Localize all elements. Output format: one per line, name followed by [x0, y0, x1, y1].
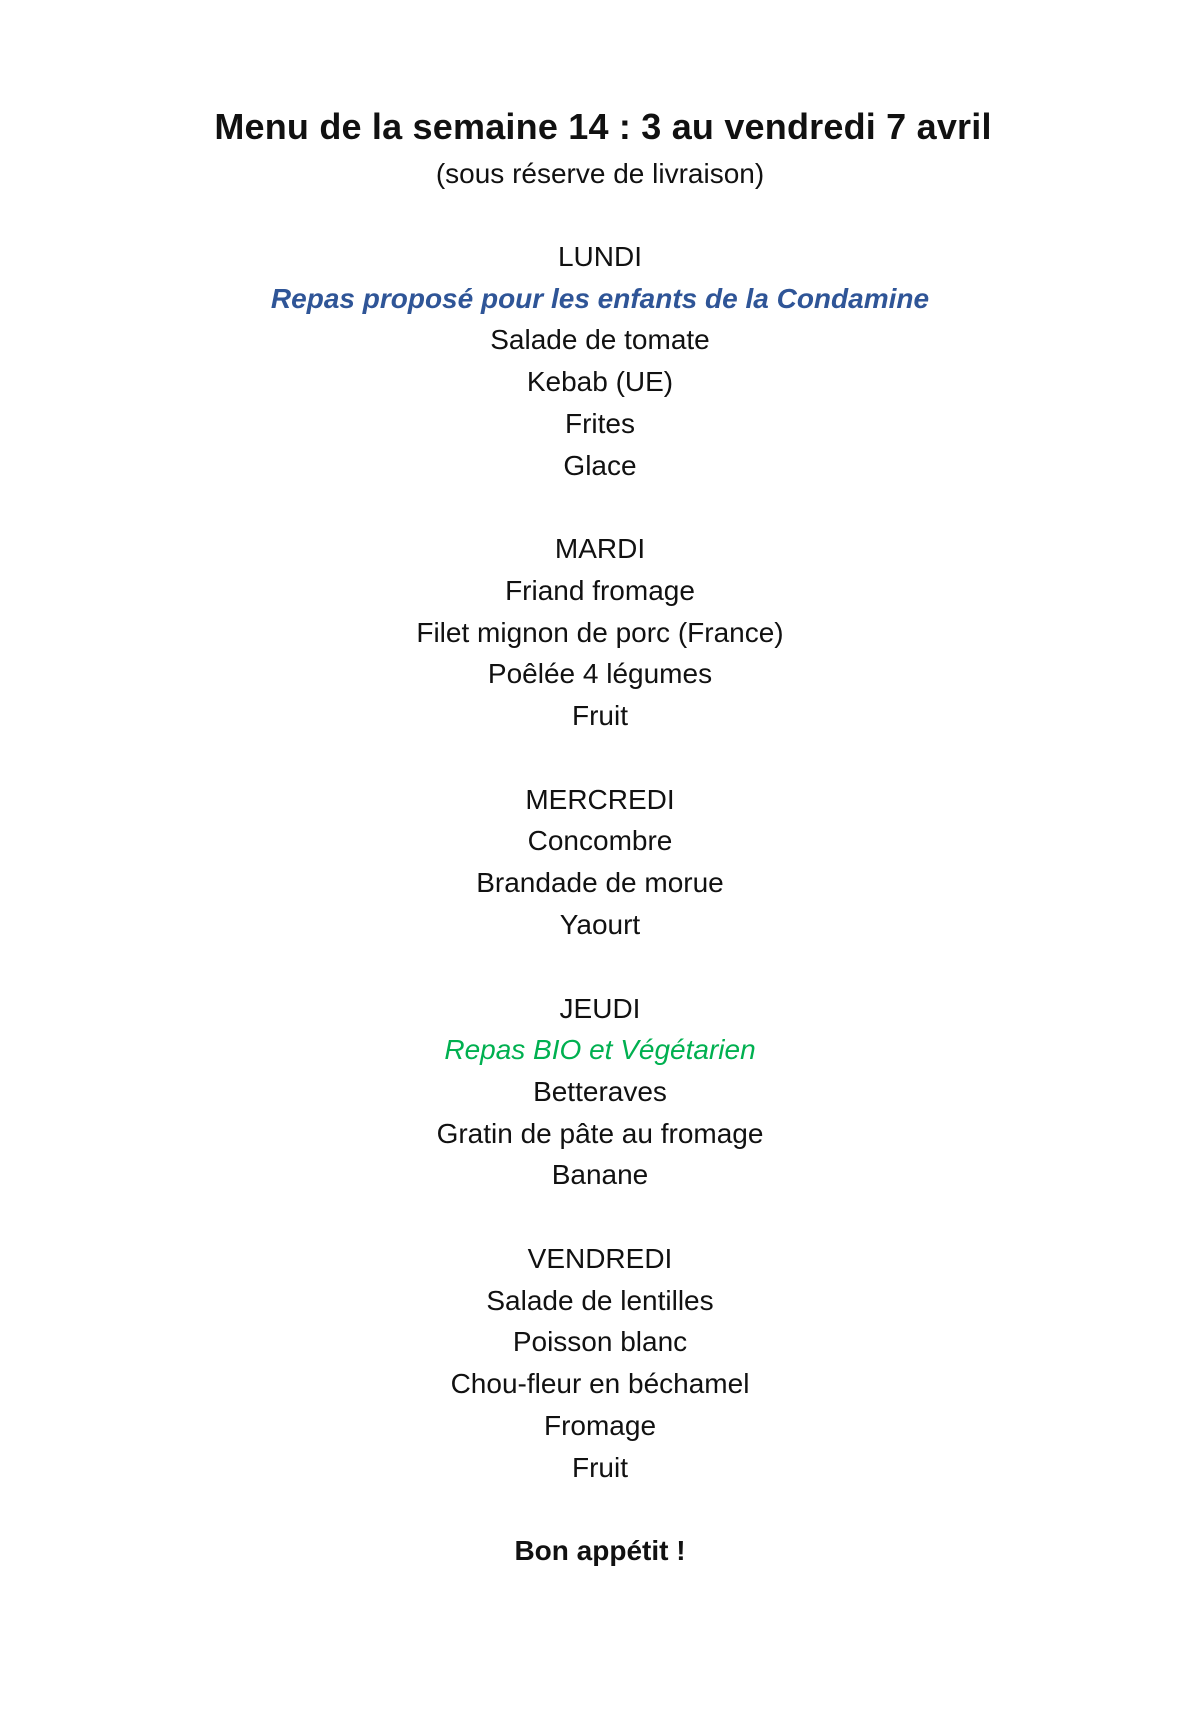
day-mercredi: [0, 779, 1200, 946]
day-jeudi: [0, 988, 1200, 1197]
menu-item: Chou-fleur en béchamel: [450, 1368, 750, 1400]
menu-item: Yaourt: [559, 908, 641, 940]
page-title: Menu de la semaine 14 : 3 au vendredi 7 avril: [214, 106, 992, 147]
menu-item: Banane: [551, 1159, 649, 1191]
menu-item: Salade de lentilles: [486, 1284, 714, 1316]
closing-text: Bon appétit !: [514, 1535, 686, 1567]
menu-item: Concombre: [527, 825, 673, 857]
menu-item: Kebab (UE): [526, 366, 674, 398]
day-note: Repas BIO et Végétarien: [444, 1034, 756, 1066]
day-name: JEUDI: [559, 992, 641, 1024]
day-mardi: [0, 528, 1200, 737]
menu-item: Friand fromage: [505, 574, 695, 606]
menu-item: Fruit: [572, 1451, 628, 1483]
day-name: MARDI: [554, 533, 646, 565]
day-name: VENDREDI: [527, 1243, 673, 1275]
day-note: Repas proposé pour les enfants de la Condamine: [270, 282, 930, 314]
day-lundi: [0, 236, 1200, 486]
menu-item: Betteraves: [533, 1075, 667, 1107]
menu-item: Frites: [565, 407, 635, 439]
menu-item: Poêlée 4 légumes: [487, 658, 713, 690]
menu-item: Gratin de pâte au fromage: [436, 1117, 764, 1149]
day-name: LUNDI: [557, 241, 642, 272]
menu-item: Glace: [563, 449, 637, 481]
menu-item: Salade de tomate: [490, 324, 710, 356]
day-name: MERCREDI: [525, 783, 675, 815]
menu-item: Brandade de morue: [476, 867, 724, 899]
menu-item: Fromage: [543, 1409, 657, 1441]
menu-item: Fruit: [572, 700, 628, 732]
menu-item: Filet mignon de porc (France): [416, 616, 784, 648]
page-subtitle: (sous réserve de livraison): [435, 158, 765, 189]
day-vendredi: [0, 1238, 1200, 1488]
menu-item: Poisson blanc: [512, 1326, 688, 1358]
